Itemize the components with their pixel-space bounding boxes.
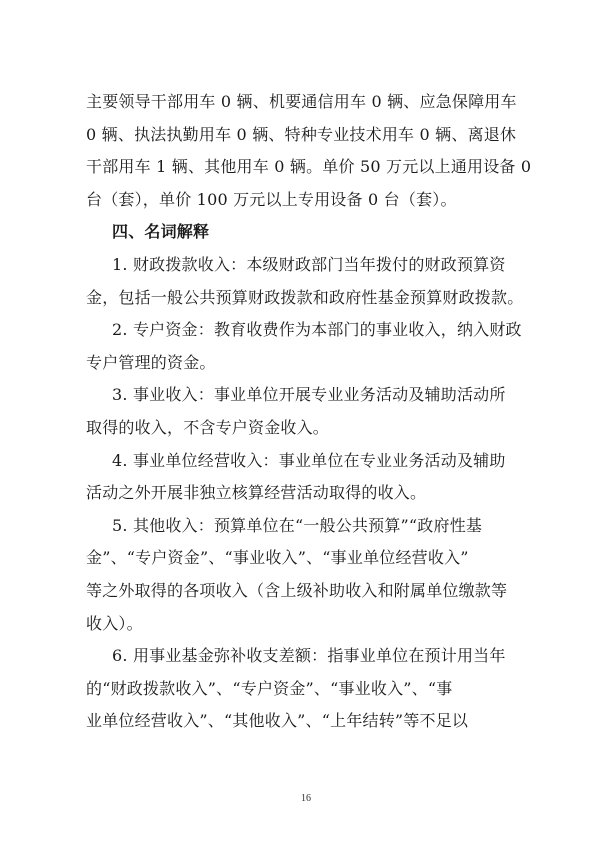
text-line: 4. 事业单位经营收入：事业单位在专业业务活动及辅助 (112, 450, 506, 470)
definition-4 (86, 445, 538, 510)
text-line: 台（套），单价 100 万元以上专用设备 0 台（套）。 (86, 189, 457, 209)
text-line: 收入）。 (86, 613, 143, 633)
definition-2 (86, 314, 538, 379)
text-line: 的“财政拨款收入”、“专户资金”、“事业收入”、“事 (86, 678, 453, 698)
text-line: 5. 其他收入：预算单位在“一般公共预算”“政府性基 (112, 515, 483, 535)
text-line: 业单位经营收入”、“其他收入”、“上年结转”等不足以 (86, 711, 469, 731)
text-line: 1. 财政拨款收入：本级财政部门当年拨付的财政预算资 (112, 254, 506, 274)
text-line: 2. 专户资金：教育收费作为本部门的事业收入，纳入财政 (112, 320, 522, 340)
text-line: 活动之外开展非独立核算经营活动取得的收入。 (86, 483, 427, 503)
text-line: 专户管理的资金。 (86, 352, 216, 372)
definition-3 (86, 379, 538, 444)
text-line: 干部用车 1 辆、其他用车 0 辆。单价 50 万元以上通用设备 0 (86, 157, 532, 177)
paragraph-vehicles (86, 86, 538, 216)
text-line: 6. 用事业基金弥补收支差额：指事业单位在预计用当年 (112, 646, 506, 666)
definition-5 (86, 510, 538, 640)
text-line: 等之外取得的各项收入（含上级补助收入和附属单位缴款等 (86, 580, 508, 600)
text-line: 金，包括一般公共预算财政拨款和政府性基金预算财政拨款。 (86, 287, 524, 307)
definition-6 (86, 640, 538, 738)
text-line: 取得的收入，不含专户资金收入。 (86, 417, 330, 437)
section-heading: 四、名词解释 (112, 222, 210, 242)
text-line: 0 辆、执法执勤用车 0 辆、特种专业技术用车 0 辆、离退休 (86, 124, 517, 144)
page-number: 16 (301, 793, 311, 804)
text-line: 主要领导干部用车 0 辆、机要通信用车 0 辆、应急保障用车 (86, 92, 517, 111)
document-body (86, 86, 538, 738)
text-line: 3. 事业收入：事业单位开展专业业务活动及辅助活动所 (112, 385, 506, 405)
text-line: 金”、“专户资金”、“事业收入”、“事业单位经营收入” (86, 548, 469, 568)
definition-1 (86, 249, 538, 314)
